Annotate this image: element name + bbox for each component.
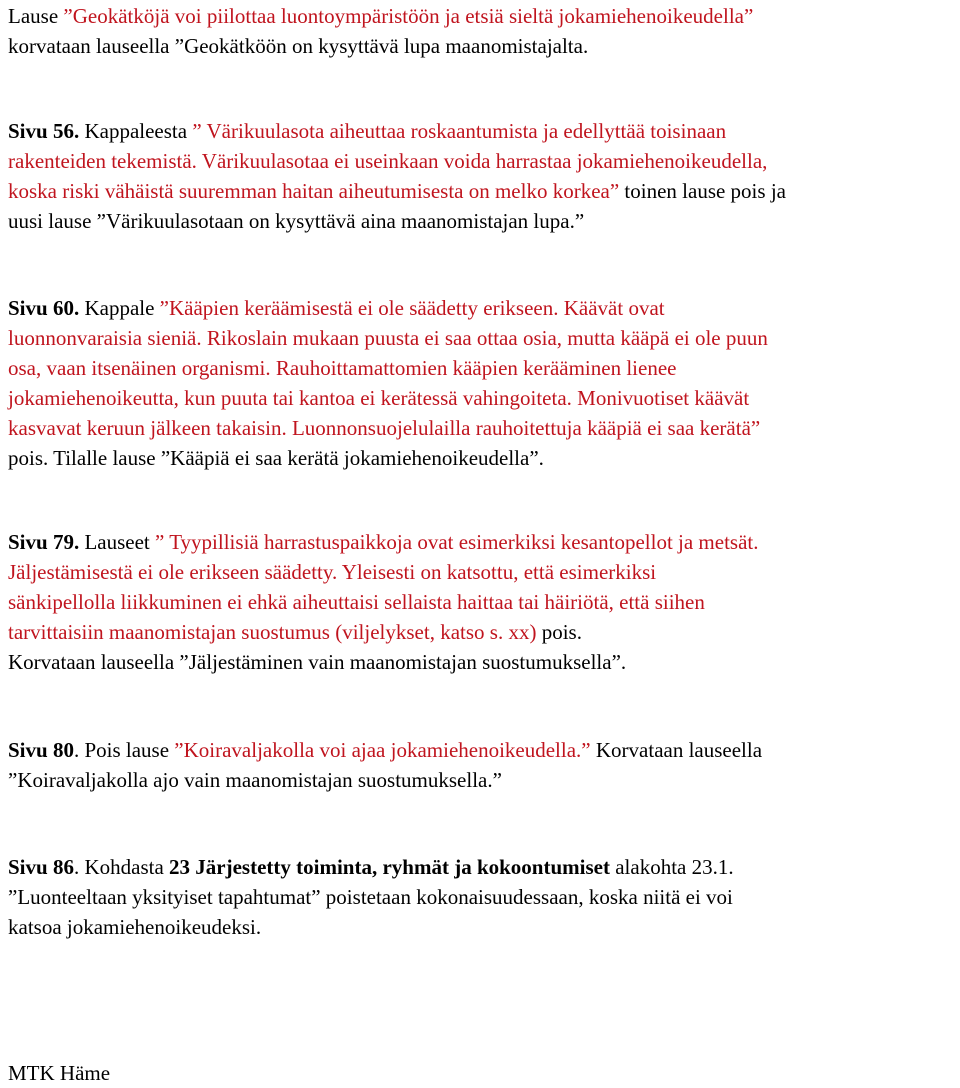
text: toinen lause pois ja [619, 179, 786, 203]
line [8, 116, 786, 146]
line [8, 527, 759, 557]
line [8, 293, 768, 323]
quoted-text: rakenteiden tekemistä. [8, 149, 197, 173]
text: . Pois lause [73, 738, 175, 762]
line: kasvavat keruun jälkeen takaisin. Luonnonsuojelulailla rauhoitettuja kääpiä ei saa kerätä” [8, 416, 761, 440]
quoted-text: koska riski vähäistä suuremman haitan aiheutumisesta on melko korkea” [8, 179, 620, 203]
text: Kappale [79, 296, 160, 320]
page-label: Sivu 86 [8, 855, 74, 879]
text: alakohta 23.1. [609, 855, 734, 879]
paragraph-page-86 [8, 852, 734, 942]
text: pois. [536, 620, 582, 644]
page-label: Sivu 80 [8, 738, 74, 762]
line [8, 617, 759, 647]
text: Kappaleesta [79, 119, 193, 143]
line [8, 1, 753, 31]
quoted-text: ”Geokätköjä voi piilottaa luontoympäristöön ja etsiä sieltä jokamiehenoikeudella” [63, 4, 754, 28]
text: Lause [8, 4, 64, 28]
line: Korvataan lauseella ”Jäljestäminen vain maanomistajan suostumuksella”. [8, 650, 627, 674]
line: ”Luonteeltaan yksityiset tapahtumat” poistetaan kokonaisuudessaan, koska niitä ei voi [8, 885, 733, 909]
quoted-text: tarvittaisiin maanomistajan suostumus (viljelykset, katso s. xx) [8, 620, 537, 644]
paragraph-page-80 [8, 735, 762, 795]
page-label: Sivu 60. [8, 296, 80, 320]
line: osa, vaan itsenäinen organismi. Rauhoittamattomien kääpien kerääminen lienee [8, 356, 677, 380]
page-label: Sivu 79. [8, 530, 80, 554]
quoted-text: ” Värikuulasota aiheuttaa roskaantumista ja edellyttää toisinaan [192, 119, 727, 143]
line [8, 852, 734, 882]
quoted-text: ” Tyypillisiä harrastuspaikkoja ovat esimerkiksi kesantopellot ja metsät. [155, 530, 759, 554]
text: Korvataan lauseella [590, 738, 763, 762]
line: luonnonvaraisia sieniä. Rikoslain mukaan puusta ei saa ottaa osia, mutta kääpä ei ole puun [8, 326, 768, 350]
line [8, 735, 762, 765]
paragraph-page-60 [8, 293, 768, 473]
line: sänkipellolla liikkuminen ei ehkä aiheuttaisi sellaista haittaa tai häiriötä, että siihen [8, 590, 705, 614]
line: jokamiehenoikeutta, kun puuta tai kantoa ei kerätessä vahingoiteta. Monivuotiset käävät [8, 386, 750, 410]
text: . Kohdasta [73, 855, 170, 879]
paragraph-page-56 [8, 116, 786, 236]
line: ”Koiravaljakolla ajo vain maanomistajan suostumuksella.” [8, 768, 502, 792]
section-title: 23 Järjestetty toiminta, ryhmät ja kokoontumiset [169, 855, 610, 879]
quoted-text: ”Kääpien keräämisestä ei ole säädetty erikseen. Käävät ovat [159, 296, 665, 320]
paragraph-page-79 [8, 527, 759, 677]
paragraph-geocaching [8, 1, 753, 61]
line [8, 146, 786, 176]
line: Jäljestämisestä ei ole erikseen säädetty. Yleisesti on katsottu, että esimerkiksi [8, 560, 657, 584]
line: uusi lause ”Värikuulasotaan on kysyttävä aina maanomistajan lupa.” [8, 209, 585, 233]
line: pois. Tilalle lause ”Kääpiä ei saa kerätä jokamiehenoikeudella”. [8, 446, 544, 470]
line [8, 176, 786, 206]
quoted-text: Värikuulasotaa ei useinkaan voida harrastaa jokamiehenoikeudella, [196, 149, 768, 173]
line: korvataan lauseella ”Geokätköön on kysyttävä lupa maanomistajalta. [8, 34, 589, 58]
page-label: Sivu 56. [8, 119, 80, 143]
footer-signature: MTK Häme [8, 1061, 111, 1085]
quoted-text: ”Koiravaljakolla voi ajaa jokamiehenoikeudella.” [174, 738, 591, 762]
line: katsoa jokamiehenoikeudeksi. [8, 915, 262, 939]
text: Lauseet [79, 530, 155, 554]
